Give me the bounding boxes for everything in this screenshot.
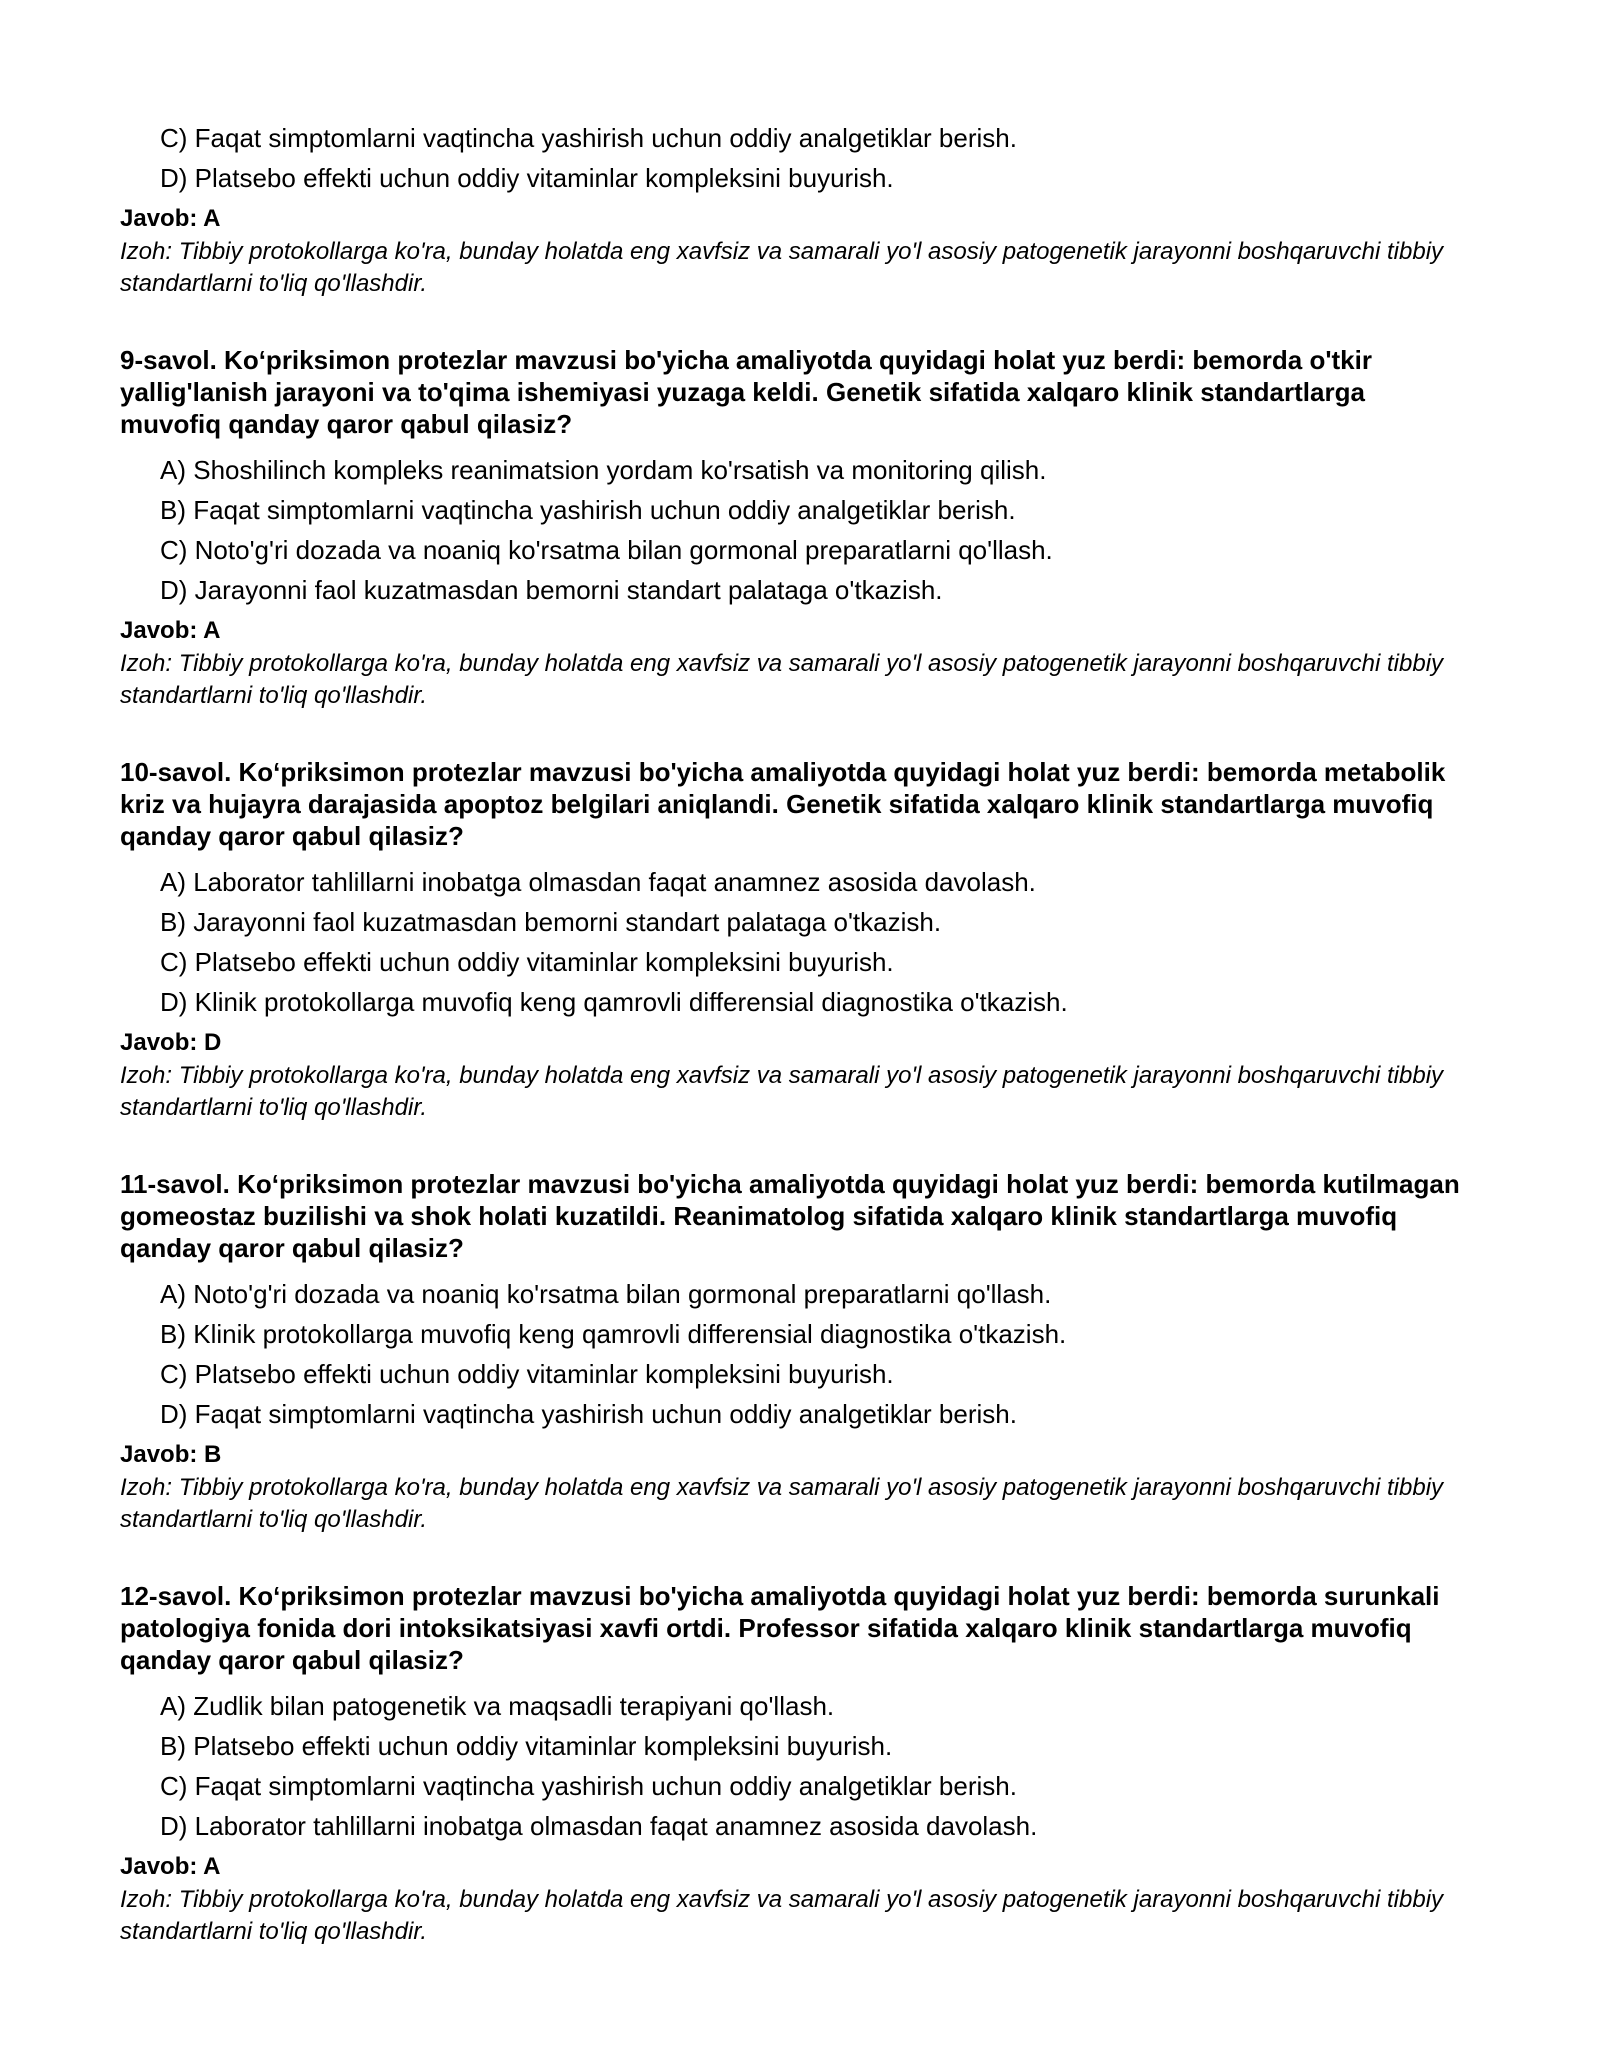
question-block-12 — [120, 1580, 1460, 1948]
option-list — [160, 450, 1460, 610]
explanation-note: Izoh: Tibbiy protokollarga ko'ra, bunday holatda eng xavfsiz va samarali yo'l asosiy patogenetik jarayonni boshqaruvchi tibbiy standartlarni to'liq qo'llashdir. — [120, 1474, 1444, 1533]
explanation-note: Izoh: Tibbiy protokollarga ko'ra, bunday holatda eng xavfsiz va samarali yo'l asosiy patogenetik jarayonni boshqaruvchi tibbiy standartlarni to'liq qo'llashdir. — [120, 238, 1444, 297]
question-block-9 — [120, 344, 1460, 712]
option-a: A) Zudlik bilan patogenetik va maqsadli terapiyani qo'llash. — [160, 1691, 835, 1721]
option-c: C) Faqat simptomlarni vaqtincha yashirish uchun oddiy analgetiklar berish. — [160, 1771, 1017, 1801]
question-block-11 — [120, 1168, 1460, 1536]
option-b: B) Klinik protokollarga muvofiq keng qamrovli differensial diagnostika o'tkazish. — [160, 1319, 1067, 1349]
explanation-note: Izoh: Tibbiy protokollarga ko'ra, bunday holatda eng xavfsiz va samarali yo'l asosiy patogenetik jarayonni boshqaruvchi tibbiy standartlarni to'liq qo'llashdir. — [120, 1886, 1444, 1945]
option-d: D) Jarayonni faol kuzatmasdan bemorni standart palataga o'tkazish. — [160, 575, 943, 605]
option-list — [160, 862, 1460, 1022]
option-d: D) Klinik protokollarga muvofiq keng qamrovli differensial diagnostika o'tkazish. — [160, 987, 1068, 1017]
option-c: C) Platsebo effekti uchun oddiy vitaminlar kompleksini buyurish. — [160, 947, 894, 977]
answer-label: Javob: B — [120, 1441, 222, 1468]
question-text: 11-savol. Ko‘priksimon protezlar mavzusi bo'yicha amaliyotda quyidagi holat yuz berdi: bemorda kutilmagan gomeostaz buzilishi va shok holati kuzatildi. Reanimatolog sifatida xalqaro klinik standartlarga muvofiq qanday qaror qabul qilasiz? — [120, 1169, 1460, 1263]
answer-label: Javob: D — [120, 1029, 222, 1056]
option-d: D) Faqat simptomlarni vaqtincha yashirish uchun oddiy analgetiklar berish. — [160, 1399, 1017, 1429]
option-list — [160, 118, 1460, 198]
option-b: B) Platsebo effekti uchun oddiy vitaminlar kompleksini buyurish. — [160, 1731, 893, 1761]
option-d: D) Platsebo effekti uchun oddiy vitaminlar kompleksini buyurish. — [160, 163, 894, 193]
answer-label: Javob: A — [120, 1853, 221, 1880]
explanation-note: Izoh: Tibbiy protokollarga ko'ra, bunday holatda eng xavfsiz va samarali yo'l asosiy patogenetik jarayonni boshqaruvchi tibbiy standartlarni to'liq qo'llashdir. — [120, 650, 1444, 709]
answer-label: Javob: A — [120, 617, 221, 644]
option-d: D) Laborator tahlillarni inobatga olmasdan faqat anamnez asosida davolash. — [160, 1811, 1038, 1841]
previous-question-continuation — [120, 118, 1460, 300]
question-text: 12-savol. Ko‘priksimon protezlar mavzusi bo'yicha amaliyotda quyidagi holat yuz berdi: bemorda surunkali patologiya fonida dori intoksikatsiyasi xavfi ortdi. Professor sifatida xalqaro klinik standartlarga muvofiq qanday qaror qabul qilasiz? — [120, 1581, 1440, 1675]
option-b: B) Faqat simptomlarni vaqtincha yashirish uchun oddiy analgetiklar berish. — [160, 495, 1016, 525]
option-c: C) Noto'g'ri dozada va noaniq ko'rsatma bilan gormonal preparatlarni qo'llash. — [160, 535, 1053, 565]
question-text: 10-savol. Ko‘priksimon protezlar mavzusi bo'yicha amaliyotda quyidagi holat yuz berdi: bemorda metabolik kriz va hujayra darajasida apoptoz belgilari aniqlandi. Genetik sifatida xalqaro klinik standartlarga muvofiq qanday qaror qabul qilasiz? — [120, 757, 1446, 851]
option-c: C) Faqat simptomlarni vaqtincha yashirish uchun oddiy analgetiklar berish. — [160, 123, 1017, 153]
question-block-10 — [120, 756, 1460, 1124]
answer-label: Javob: A — [120, 205, 221, 232]
option-a: A) Shoshilinch kompleks reanimatsion yordam ko'rsatish va monitoring qilish. — [160, 455, 1047, 485]
option-b: B) Jarayonni faol kuzatmasdan bemorni standart palataga o'tkazish. — [160, 907, 942, 937]
question-text: 9-savol. Ko‘priksimon protezlar mavzusi bo'yicha amaliyotda quyidagi holat yuz berdi: bemorda o'tkir yallig'lanish jarayoni va to'qima ishemiyasi yuzaga keldi. Genetik sifatida xalqaro klinik standartlarga muvofiq qanday qaror qabul qilasiz? — [120, 345, 1372, 439]
option-a: A) Noto'g'ri dozada va noaniq ko'rsatma bilan gormonal preparatlarni qo'llash. — [160, 1279, 1052, 1309]
option-list — [160, 1274, 1460, 1434]
explanation-note: Izoh: Tibbiy protokollarga ko'ra, bunday holatda eng xavfsiz va samarali yo'l asosiy patogenetik jarayonni boshqaruvchi tibbiy standartlarni to'liq qo'llashdir. — [120, 1062, 1444, 1121]
option-c: C) Platsebo effekti uchun oddiy vitaminlar kompleksini buyurish. — [160, 1359, 894, 1389]
document-page — [120, 118, 1460, 1948]
option-a: A) Laborator tahlillarni inobatga olmasdan faqat anamnez asosida davolash. — [160, 867, 1036, 897]
option-list — [160, 1686, 1460, 1846]
